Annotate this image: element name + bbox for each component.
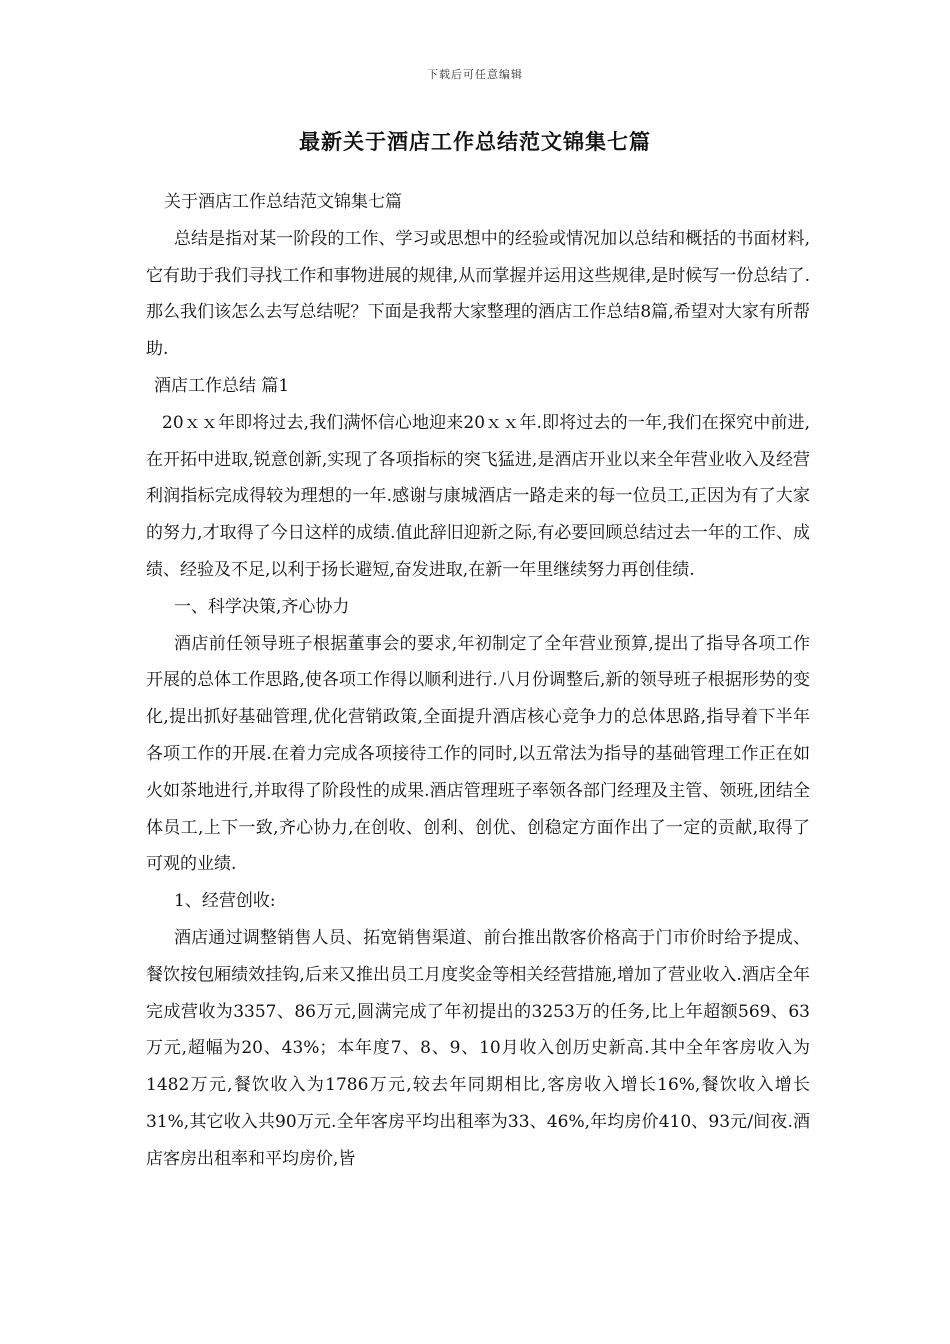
subheading-decision: 一、科学决策,齐心协力 [174,596,350,617]
subheading-revenue: 1、经营创收: [174,891,276,912]
part1-opening-paragraph: 20ｘｘ年即将过去,我们满怀信心地迎来20ｘｘ年.即将过去的一年,我们在探究中前进,在开拓中进取,锐意创新,实现了各项指标的突飞猛进,是酒店开业以来全年营业收入及经营利润指标完成得较为理想的一年.感谢与康城酒店一路走来的每一位员工,正因为有了大家的努力,才取得了今日这样的成绩.值此辞旧迎新之际,有必要回顾总结过去一年的工作、成绩、经验及不足,以利于扬长避短,奋发进取,在新一年里继续努力再创佳绩. [146,412,810,580]
document-body [146,184,810,1178]
header-note: 下载后可任意编辑 [427,68,523,81]
document-title: 最新关于酒店工作总结范文锦集七篇 [299,129,651,154]
revenue-paragraph: 酒店通过调整销售人员、拓宽销售渠道、前台推出散客价格高于门市价时给予提成、餐饮按包厢绩效挂钩,后来又推出员工月度奖金等相关经营措施,增加了营业收入.酒店全年完成营收为3357、86万元,圆满完成了年初提出的3253万的任务,比上年超额569、63万元,超幅为20、43%；本年度7、8、9、10月收入创历史新高.其中全年客房收入为1482万元,餐饮收入为1786万元,较去年同期相比,客房收入增长16%,餐饮收入增长31%,其它收入共90万元.全年客房平均出租率为33、46%,年均房价410、93元/间夜.酒店客房出租率和平均房价,皆 [146,927,810,1169]
subtitle-paragraph: 关于酒店工作总结范文锦集七篇 [164,192,402,212]
decision-paragraph: 酒店前任领导班子根据董事会的要求,年初制定了全年营业预算,提出了指导各项工作开展的总体工作思路,使各项工作得以顺利进行.八月份调整后,新的领导班子根据形势的变化,提出抓好基础管理,优化营销政策,全面提升酒店核心竞争力的总体思路,指导着下半年各项工作的开展.在着力完成各项接待工作的同时,以五常法为指导的基础管理工作正在如火如茶地进行,并取得了阶段性的成果.酒店管理班子率领各部门经理及主管、领班,团结全体员工,上下一致,齐心协力,在创收、创利、创优、创稳定方面作出了一定的贡献,取得了可观的业绩. [146,633,810,875]
section-heading-part1: 酒店工作总结 篇1 [154,375,290,396]
intro-paragraph: 总结是指对某一阶段的工作、学习或思想中的经验或情况加以总结和概括的书面材料,它有助于我们寻找工作和事物进展的规律,从而掌握并运用这些规律,是时候写一份总结了.那么我们该怎么去写总结呢？下面是我帮大家整理的酒店工作总结8篇,希望对大家有所帮助. [146,228,810,360]
